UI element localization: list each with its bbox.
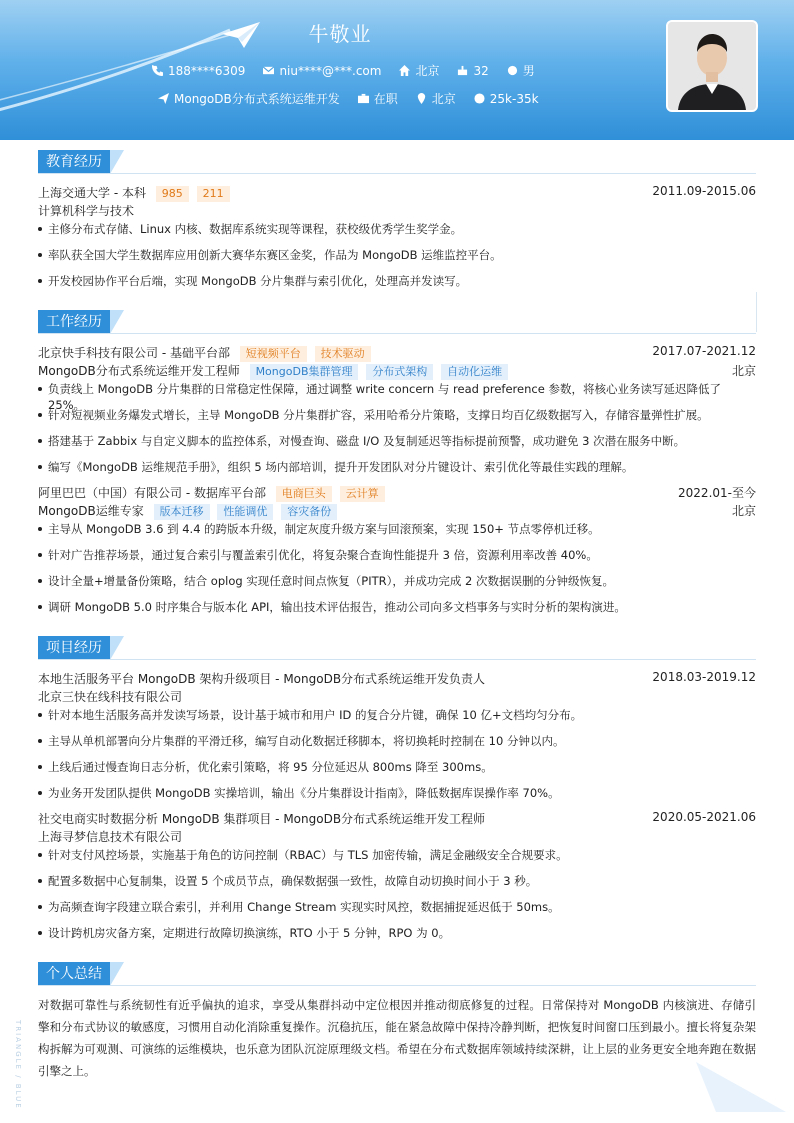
list-item: 编写《MongoDB 运维规范手册》，组织 5 场内部培训，提升开发团队对分片键设计、索引优化等最佳实践的理解。: [38, 459, 756, 475]
tag-badge: 短视频平台: [240, 346, 307, 362]
job-title: MongoDB运维专家: [38, 504, 144, 518]
home-icon: [399, 65, 410, 76]
company-name: 阿里巴巴（中国）有限公司 - 数据库平台部: [38, 486, 266, 500]
date-range: 2017.07-2021.12: [652, 344, 756, 358]
triangle-decoration: [696, 1062, 786, 1112]
list-item: 针对短视频业务爆发式增长，主导 MongoDB 分片集群扩容，采用哈希分片策略，支撑日均百亿级数据写入，存储容量弹性扩展。: [38, 407, 756, 423]
tag-badge: 985: [156, 186, 189, 202]
work-company-row: [38, 484, 756, 502]
list-item: 针对支付风控场景，实施基于角色的访问控制（RBAC）与 TLS 加密传输，满足金融级安全合规要求。: [38, 847, 756, 863]
tag-badge: 电商巨头: [276, 486, 332, 502]
skill-tag: MongoDB集群管理: [250, 364, 359, 380]
divider: [756, 292, 757, 332]
skill-tag: 版本迁移: [154, 504, 210, 520]
target-city: 北京: [431, 92, 456, 106]
mail-icon: [263, 65, 274, 76]
intent-row: [158, 90, 551, 107]
list-item: 针对广告推荐场景，通过复合索引与覆盖索引优化，将复杂聚合查询性能提升 3 倍，资源利用率改善 40%。: [38, 547, 756, 563]
city-value: 北京: [415, 64, 440, 78]
list-item: 主导从单机部署向分片集群的平滑迁移，编写自动化数据迁移脚本，将切换耗时控制在 10 分钟以内。: [38, 733, 756, 749]
section-title: 工作经历: [38, 310, 110, 334]
skill-tag: 自动化运维: [441, 364, 508, 380]
job-title: MongoDB分布式系统运维开发工程师: [38, 364, 240, 378]
list-item: 主导从 MongoDB 3.6 到 4.4 的跨版本升级，制定灰度升级方案与回滚预案，实现 150+ 节点零停机迁移。: [38, 521, 756, 537]
education-header: [38, 184, 756, 202]
tag-badge: 云计算: [340, 486, 385, 502]
salary-value: 25k-35k: [489, 91, 539, 106]
divider: [38, 173, 756, 174]
location: 北京: [731, 504, 756, 518]
date-range: 2018.03-2019.12: [652, 670, 756, 684]
work-title-row: [38, 502, 756, 520]
education-section-header: [38, 150, 756, 174]
job-status: 在职: [373, 92, 398, 106]
location-icon: [416, 93, 427, 104]
list-item: 为高频查询字段建立联合索引，并利用 Change Stream 实现实时风控，数据捕捉延迟低于 50ms。: [38, 899, 756, 915]
divider: [38, 333, 756, 334]
skill-tag: 分布式架构: [366, 364, 433, 380]
divider: [38, 659, 756, 660]
date-range: 2011.09-2015.06: [652, 184, 756, 198]
work-company-row: [38, 344, 756, 362]
school-name: 上海交通大学 - 本科: [38, 186, 146, 200]
briefcase-icon: [358, 93, 369, 104]
list-item: 主修分布式存储、Linux 内核、数据库系统实现等课程，获校级优秀学生奖学金。: [38, 221, 756, 237]
date-range: 2022.01-至今: [678, 486, 756, 500]
work-section-header: [38, 310, 756, 334]
location: 北京: [731, 364, 756, 378]
list-item: 开发校园协作平台后端，实现 MongoDB 分片集群与索引优化，处理高并发读写。: [38, 273, 756, 289]
list-item: 配置多数据中心复制集，设置 5 个成员节点，确保数据强一致性，故障自动切换时间小于 3 秒。: [38, 873, 756, 889]
list-item: 搭建基于 Zabbix 与自定义脚本的监控体系，对慢查询、磁盘 I/O 及复制延迟等指标提前预警，成功避免 3 次潜在服务中断。: [38, 433, 756, 449]
list-item: 设计跨机房灾备方案，定期进行故障切换演练，RTO 小于 5 分钟，RPO 为 0。: [38, 925, 756, 941]
header-banner: [0, 0, 794, 140]
section-title: 教育经历: [38, 150, 110, 174]
company-name: 北京快手科技有限公司 - 基础平台部: [38, 346, 230, 360]
project-section-header: [38, 636, 756, 660]
section-title: 个人总结: [38, 962, 110, 986]
gender-value: 男: [522, 64, 535, 78]
date-range: 2020.05-2021.06: [652, 810, 756, 824]
major: 计算机科学与技术: [38, 204, 135, 218]
section-title: 项目经历: [38, 636, 110, 660]
tag-badge: 211: [197, 186, 230, 202]
list-item: 上线后通过慢查询日志分析，优化索引策略，将 95 分位延迟从 800ms 降至 300ms。: [38, 759, 756, 775]
project-org: 上海寻梦信息技术有限公司: [38, 830, 183, 844]
target-role: MongoDB分布式系统运维开发: [174, 92, 340, 106]
list-item: 设计全量+增量备份策略，结合 oplog 实现任意时间点恢复（PITR），并成功完成 2 次数据误删的分钟级恢复。: [38, 573, 756, 589]
contact-row: [152, 62, 547, 79]
summary-paragraph: 对数据可靠性与系统韧性有近乎偏执的追求，享受从集群抖动中定位根因并推动彻底修复的过程。日常保持对 MongoDB 内核演进、存储引擎和分布式协议的敏感度，习惯用自动化消除重复操作。沉稳抗压，能在紧急故障中保持冷静判断，把恢复时间窗口压到最小。擅长将复杂架构拆解为可观测、可演练的运维模块，也乐意为团队沉淀原理级文档。希望在分布式数据库领域持续深耕，让上层的业务更安全地奔跑在数据引擎之上。: [38, 998, 756, 1078]
project-name: 社交电商实时数据分析 MongoDB 集群项目 - MongoDB分布式系统运维开发工程师: [38, 812, 486, 826]
list-item: 率队获全国大学生数据库应用创新大赛华东赛区金奖，作品为 MongoDB 运维监控平台。: [38, 247, 756, 263]
tag-badge: 技术驱动: [315, 346, 371, 362]
avatar: [666, 20, 758, 112]
age-value: 32: [473, 63, 489, 78]
watermark-text: TRIANGLE / BLUE: [14, 1020, 22, 1110]
project-header: [38, 810, 756, 827]
divider: [38, 985, 756, 986]
age-icon: [457, 65, 468, 76]
gender-icon: [507, 65, 518, 76]
project-org: 北京三快在线科技有限公司: [38, 690, 183, 704]
skill-tag: 性能调优: [217, 504, 273, 520]
summary-section-header: [38, 962, 756, 986]
project-name: 本地生活服务平台 MongoDB 架构升级项目 - MongoDB分布式系统运维开发负责人: [38, 672, 486, 686]
skill-tag: 容灾备份: [281, 504, 337, 520]
list-item: 针对本地生活服务高并发读写场景，设计基于城市和用户 ID 的复合分片键，确保 10 亿+文档均匀分布。: [38, 707, 756, 723]
send-icon: [158, 93, 169, 104]
list-item: 调研 MongoDB 5.0 时序集合与版本化 API，输出技术评估报告，推动公司向多文档事务与实时分析的架构演进。: [38, 599, 756, 615]
phone-value: 188****6309: [168, 63, 246, 78]
email-value: niu****@***.com: [279, 63, 382, 78]
work-title-row: [38, 362, 756, 380]
candidate-name: 牛敬业: [308, 22, 372, 46]
list-item: 负责线上 MongoDB 分片集群的日常稳定性保障，通过调整 write concern 与 read preference 参数，将核心业务读写延迟降低了 25%。: [38, 381, 756, 413]
list-item: 为业务开发团队提供 MongoDB 实操培训，输出《分片集群设计指南》，降低数据库误操作率 70%。: [38, 785, 756, 801]
money-icon: [474, 93, 485, 104]
phone-icon: [152, 65, 163, 76]
project-header: [38, 670, 756, 687]
